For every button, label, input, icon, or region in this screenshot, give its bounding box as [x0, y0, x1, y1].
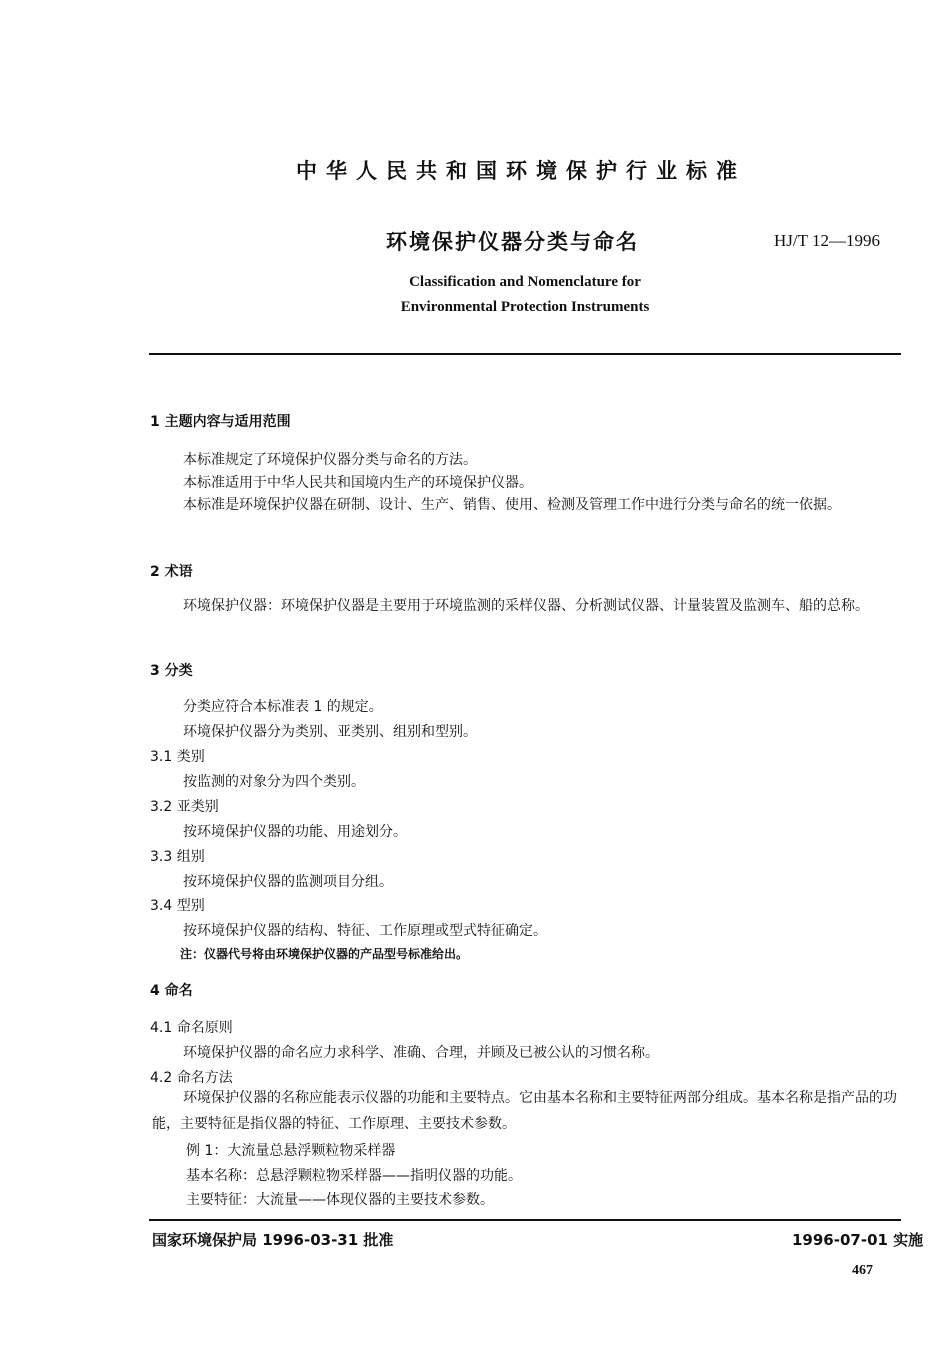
- section-4-heading: 4 命名: [150, 983, 193, 999]
- section-3-3-paragraph: 按环境保护仪器的监测项目分组。: [183, 874, 393, 890]
- english-title: [380, 270, 670, 320]
- section-3-4-paragraph: 按环境保护仪器的结构、特征、工作原理或型式特征确定。: [183, 923, 547, 939]
- section-3-3-heading: 3.3 组别: [150, 849, 205, 865]
- section-3-2-heading: 3.2 亚类别: [150, 799, 219, 815]
- section-1-paragraph-3: 本标准是环境保护仪器在研制、设计、生产、销售、使用、检测及管理工作中进行分类与命名的统一依据。: [183, 497, 841, 513]
- section-1-heading: 1 主题内容与适用范围: [150, 414, 291, 430]
- example-main-feature: 主要特征：大流量——体现仪器的主要技术参数。: [186, 1192, 494, 1208]
- effective-date: 1996-07-01 实施: [792, 1231, 924, 1249]
- example-1: 例 1：大流量总悬浮颗粒物采样器: [186, 1143, 396, 1159]
- document-title: 环境保护仪器分类与命名: [386, 230, 639, 254]
- section-3-1-paragraph: 按监测的对象分为四个类别。: [183, 774, 365, 790]
- section-4-2-paragraph: 环境保护仪器的名称应能表示仪器的功能和主要特点。它由基本名称和主要特征两部分组成。基本名称是指产品的功能，主要特征是指仪器的特征、工作原理、主要技术参数。: [152, 1090, 897, 1132]
- approval-line: 国家环境保护局 1996-03-31 批准: [152, 1231, 394, 1249]
- standard-type: 中华人民共和国环境保护行业标准: [296, 159, 746, 183]
- section-2-heading: 2 术语: [150, 564, 193, 580]
- section-3-4-heading: 3.4 型别: [150, 898, 205, 914]
- english-title-line-1: Classification and Nomenclature for: [409, 274, 641, 290]
- section-3-paragraph-2: 环境保护仪器分为类别、亚类别、组别和型别。: [183, 724, 477, 740]
- english-title-line-2: Environmental Protection Instruments: [400, 299, 650, 315]
- standard-code: HJ/T 12—1996: [774, 231, 880, 250]
- section-3-1-heading: 3.1 类别: [150, 749, 205, 765]
- footer-divider: [149, 1219, 901, 1221]
- example-basic-name: 基本名称：总悬浮颗粒物采样器——指明仪器的功能。: [186, 1168, 522, 1184]
- section-3-2-paragraph: 按环境保护仪器的功能、用途划分。: [183, 824, 407, 840]
- section-3-heading: 3 分类: [150, 663, 193, 679]
- section-2-paragraph-1: 环境保护仪器：环境保护仪器是主要用于环境监测的采样仪器、分析测试仪器、计量装置及监测车、船的总称。: [183, 598, 869, 614]
- section-4-1-heading: 4.1 命名原则: [150, 1020, 233, 1036]
- section-1-paragraph-1: 本标准规定了环境保护仪器分类与命名的方法。: [183, 452, 477, 468]
- section-4-1-paragraph: 环境保护仪器的命名应力求科学、准确、合理，并顾及已被公认的习惯名称。: [183, 1045, 659, 1061]
- section-3-note: 注：仪器代号将由环境保护仪器的产品型号标准给出。: [180, 947, 469, 961]
- section-3-paragraph-1: 分类应符合本标准表 1 的规定。: [183, 699, 383, 715]
- section-1-paragraph-2: 本标准适用于中华人民共和国境内生产的环境保护仪器。: [183, 475, 533, 491]
- page-number: 467: [852, 1263, 873, 1278]
- section-4-2-heading: 4.2 命名方法: [150, 1070, 233, 1086]
- header-divider: [149, 353, 901, 355]
